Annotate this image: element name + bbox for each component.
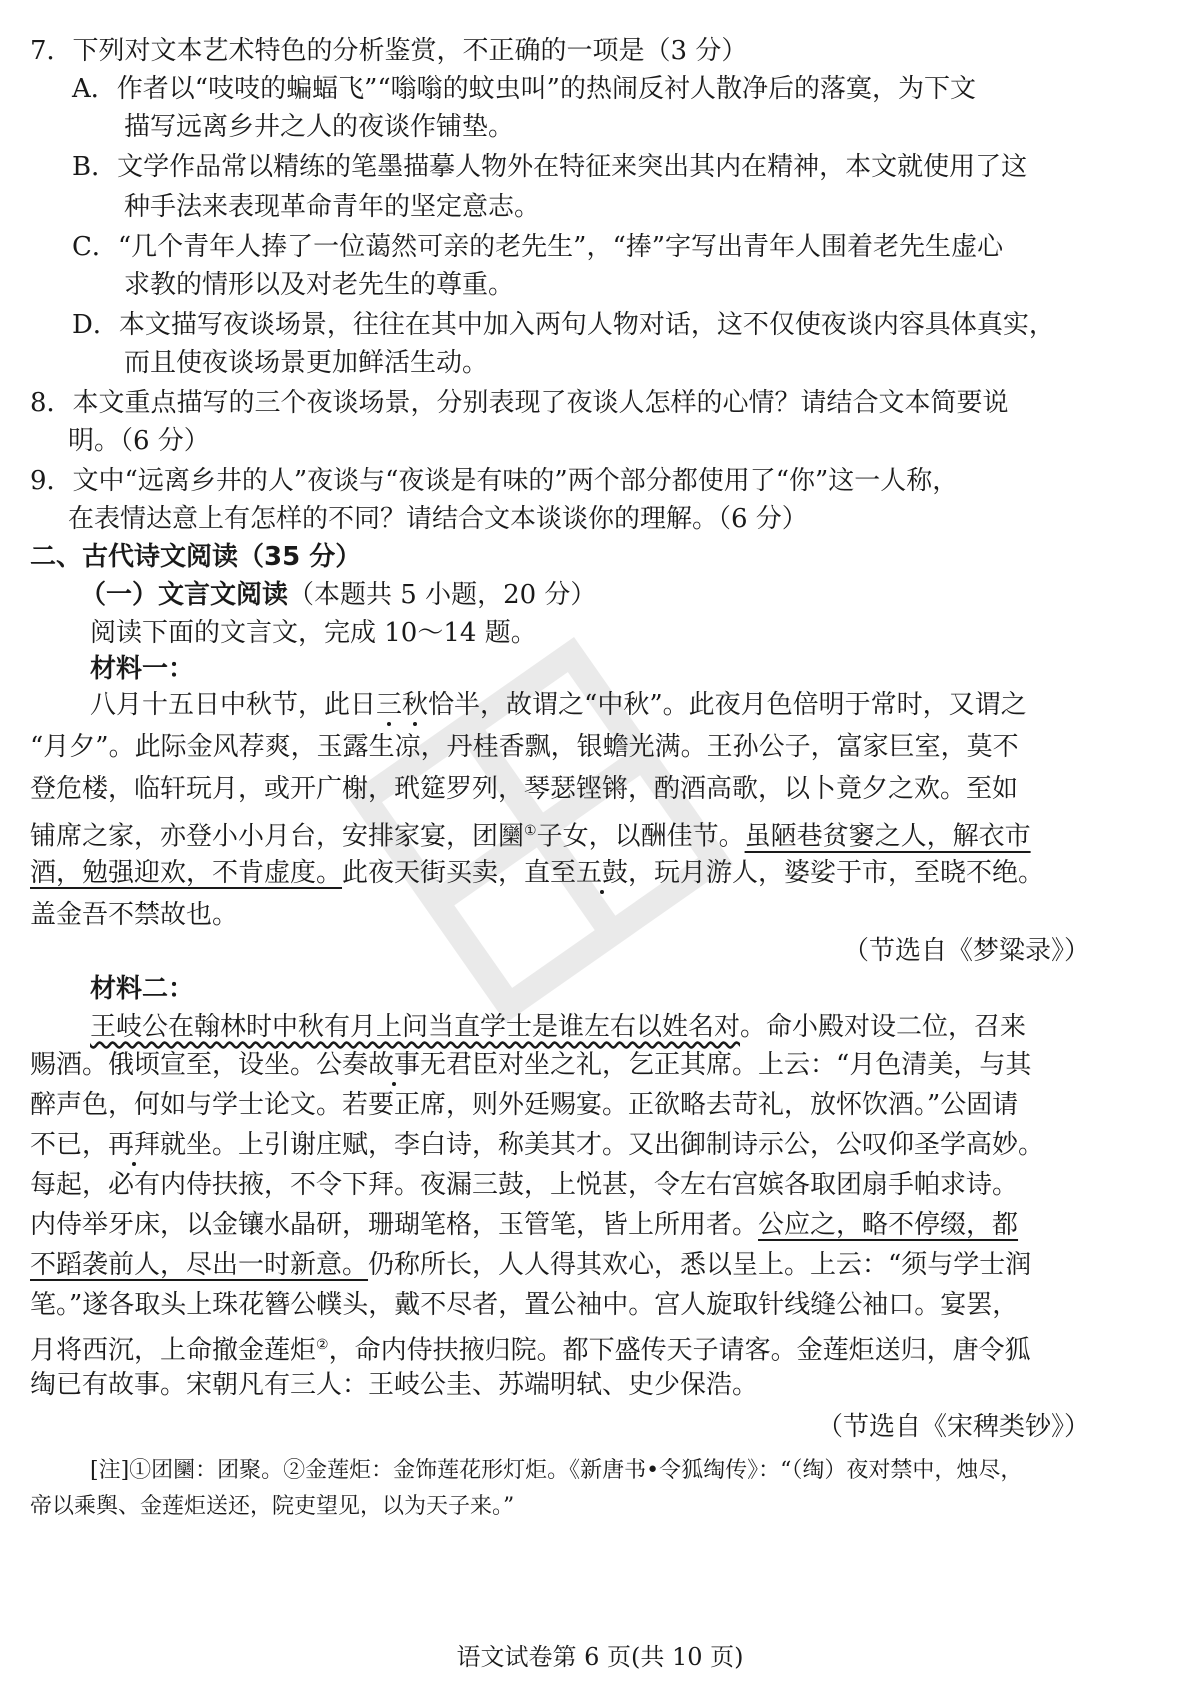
q7-option-b-line2: 种手法来表现革命青年的坚定意志。 xyxy=(124,192,541,222)
q7-stem: 7．下列对文本艺术特色的分析鉴赏，不正确的一项是（3 分） xyxy=(30,36,748,66)
material-1-line5: 酒，勉强迎欢，不肯虚度。此夜天街买卖，直至五鼓，玩月游人，婆娑于市，至晓不绝。 xyxy=(30,858,1045,888)
q9-line1: 9．文中“远离乡井的人”夜谈与“夜谈是有味的”两个部分都使用了“你”这一人称， xyxy=(30,466,959,496)
underlined-sentence-2a: 公应之，略不停缀，都 xyxy=(758,1210,1019,1240)
material-2-line8: 笔。”遂各取头上珠花簪公幞头，戴不尽者，置公袖中。宫人旋取针线缝公袖口。宴罢， xyxy=(30,1290,1019,1320)
emphasis-dot-gushi: 故事 xyxy=(368,1050,421,1080)
material-2-line10: 绹已有故事。宋朝凡有三人：王岐公圭、苏端明轼、史少保浩。 xyxy=(30,1370,759,1400)
underlined-sentence-1b: 酒，勉强迎欢，不肯虚度。 xyxy=(30,858,343,888)
material-2-label: 材料二： xyxy=(90,974,195,1004)
q9-line2: 在表情达意上有怎样的不同？请结合文本谈谈你的理解。（6 分） xyxy=(68,504,808,534)
notes-line2: 帝以乘舆、金莲炬送还，院吏望见，以为天子来。” xyxy=(30,1494,515,1519)
q7-option-b-line1: B．文学作品常以精练的笔墨描摹人物外在特征来突出其内在精神，本文就使用了这 xyxy=(72,152,1028,182)
material-2-line9: 月将西沉，上命撤金莲炬②，命内侍扶掖归院。都下盛传天子请客。金莲炬送归，唐令狐 xyxy=(30,1335,1031,1366)
material-1-source: （节选自《梦粱录》） xyxy=(842,936,1090,966)
q7-option-d-line2: 而且使夜谈场景更加鲜活生动。 xyxy=(124,348,489,378)
notes-line1: [注]①团圞：团聚。②金莲炬：金饰莲花形灯炬。《新唐书•令狐绹传》：“（绹）夜对禁中，烛尽， xyxy=(90,1458,1023,1483)
underlined-sentence-2b: 不蹈袭前人，尽出一时新意。 xyxy=(30,1250,369,1280)
material-2-line7: 不蹈袭前人，尽出一时新意。仍称所长，人人得其欢心，悉以呈上。上云：“须与学士润 xyxy=(30,1250,1032,1280)
q7-option-a-line1: A．作者以“吱吱的蝙蝠飞”“嗡嗡的蚊虫叫”的热闹反衬人散净后的落寞，为下文 xyxy=(72,74,976,104)
emphasis-dot-qiu: 秋 xyxy=(402,690,429,720)
section-title: 二、古代诗文阅读（35 分） xyxy=(30,542,362,572)
emphasis-dot-zaibai: 再拜 xyxy=(108,1130,161,1160)
q7-option-c-line2: 求教的情形以及对老先生的尊重。 xyxy=(124,270,515,300)
q7-option-d-line1: D．本文描写夜谈场景，往往在其中加入两句人物对话，这不仅使夜谈内容具体真实， xyxy=(72,310,1055,340)
material-2-line4: 不已，再拜就坐。上引谢庄赋，李白诗，称美其才。又出御制诗示公，公叹仰圣学高妙。 xyxy=(30,1130,1045,1160)
material-1-line2: “月夕”。此际金风荐爽，玉露生凉，丹桂香飘，银蟾光满。王孙公子，富家巨室，莫不 xyxy=(30,732,1019,762)
subsection-title-bold: （一）文言文阅读 xyxy=(80,580,289,610)
material-1-line4: 铺席之家，亦登小小月台，安排家宴，团圞①子女，以酬佳节。虽陋巷贫窭之人，解衣市 xyxy=(30,821,1031,852)
material-1-line3: 登危楼，临轩玩月，或开广榭，玳筵罗列，琴瑟铿锵，酌酒高歌，以卜竟夕之欢。至如 xyxy=(30,774,1019,804)
material-2-line1: 王岐公在翰林时中秋有月上问当直学士是谁左右以姓名对。命小殿对设二位，召来 xyxy=(90,1012,1027,1042)
wavy-underlined-sentence: 王岐公在翰林时中秋有月上问当直学士是谁左右以姓名对 xyxy=(90,1012,741,1042)
material-2-line3: 醉声色，何如与学士论文。若要正席，则外廷赐宴。正欲略去苛礼，放怀饮酒。”公固请 xyxy=(30,1090,1019,1120)
q7-option-a-line2: 描写远离乡井之人的夜谈作铺垫。 xyxy=(124,112,515,142)
q7-option-c-line1: C．“几个青年人捧了一位蔼然可亲的老先生”，“捧”字写出青年人围着老先生虚心 xyxy=(72,232,1004,262)
material-1-label: 材料一： xyxy=(90,654,195,684)
material-1-line1: 八月十五日中秋节，此日三秋恰半，故谓之“中秋”。此夜月色倍明于常时，又谓之 xyxy=(90,690,1027,720)
material-1-line6: 盖金吾不禁故也。 xyxy=(30,900,239,930)
material-2-line6: 内侍举牙床，以金镶水晶研，珊瑚笔格，玉管笔，皆上所用者。公应之，略不停缀，都 xyxy=(30,1210,1019,1240)
emphasis-dot-san: 三 xyxy=(376,690,403,720)
footnote-marker-1: ① xyxy=(524,823,537,839)
underlined-sentence-1a: 虽陋巷贫窭之人，解衣市 xyxy=(744,821,1031,852)
material-2-line5: 每起，必有内侍扶掖，不令下拜。夜漏三鼓，上悦甚，令左右宫嫔各取团扇手帕求诗。 xyxy=(30,1170,1019,1200)
emphasis-dot-wugu: 五鼓 xyxy=(576,858,629,888)
subsection-title xyxy=(80,578,596,612)
reading-instruction: 阅读下面的文言文，完成 10～14 题。 xyxy=(90,618,537,648)
material-2-line2: 赐酒。俄顷宣至，设坐。公奏故事无君臣对坐之礼，乞正其席。上云：“月色清美，与其 xyxy=(30,1050,1032,1080)
footnote-marker-2: ② xyxy=(316,1337,329,1353)
q8-line2: 明。（6 分） xyxy=(68,426,210,456)
page-footer: 语文试卷第 6 页(共 10 页) xyxy=(456,1643,744,1671)
material-2-source: （节选自《宋稗类钞》） xyxy=(816,1412,1090,1442)
subsection-title-rest: （本题共 5 小题，20 分） xyxy=(288,580,597,610)
q8-line1: 8．本文重点描写的三个夜谈场景，分别表现了夜谈人怎样的心情？请结合文本简要说 xyxy=(30,388,1009,418)
